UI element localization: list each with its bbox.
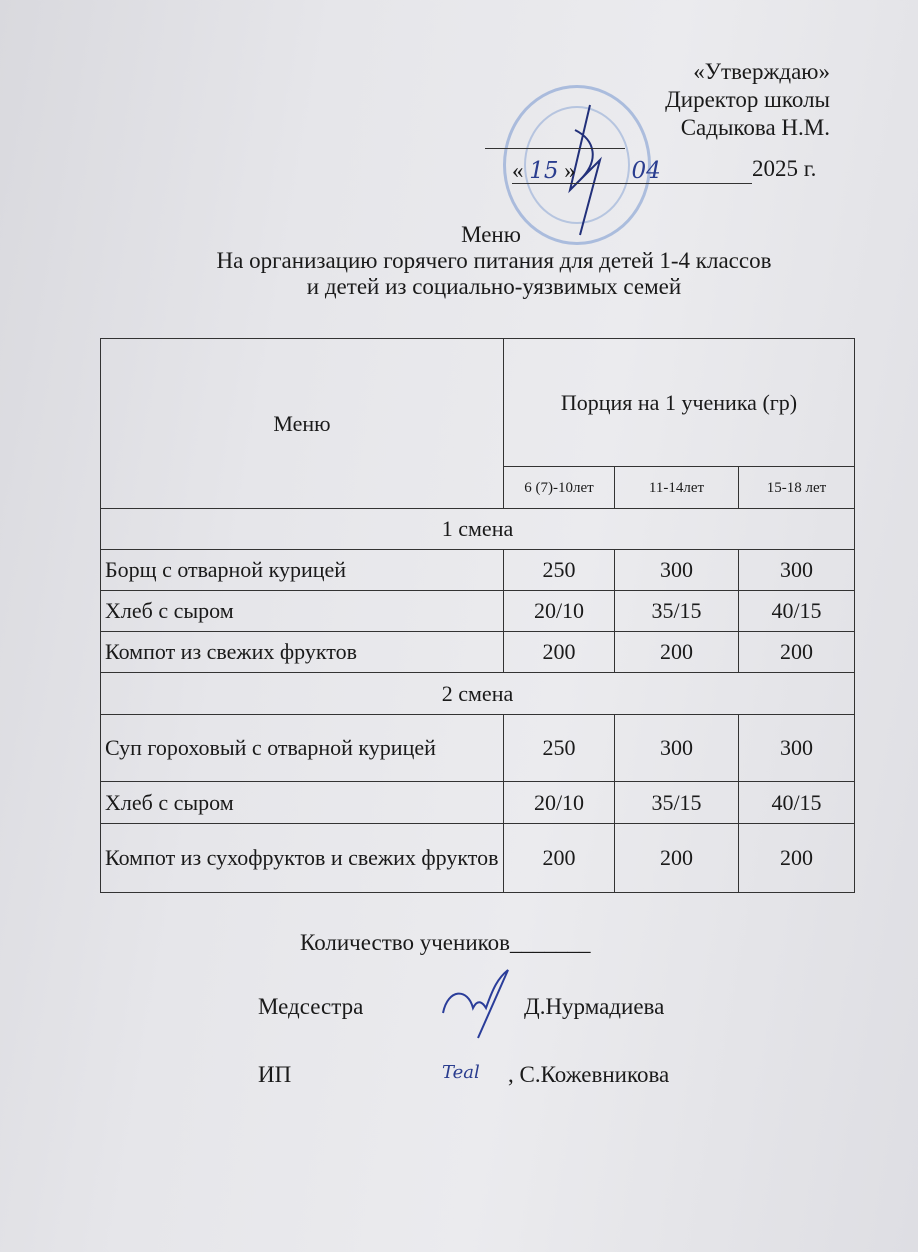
approve-text: «Утверждаю» bbox=[693, 59, 830, 84]
portion: 200 bbox=[504, 824, 615, 893]
nurse-label: Медсестра bbox=[258, 994, 364, 1019]
quote-open: « bbox=[512, 158, 524, 183]
portion: 40/15 bbox=[739, 591, 855, 632]
dish: Хлеб с сыром bbox=[101, 782, 504, 824]
portion: 40/15 bbox=[739, 782, 855, 824]
age-group: 6 (7)-10лет bbox=[504, 467, 615, 509]
header-portion: Порция на 1 ученика (гр) bbox=[504, 339, 855, 467]
portion: 250 bbox=[504, 550, 615, 591]
table-row bbox=[101, 715, 855, 782]
portion: 35/15 bbox=[615, 591, 739, 632]
portion: 300 bbox=[615, 550, 739, 591]
portion: 200 bbox=[739, 824, 855, 893]
portion: 250 bbox=[504, 715, 615, 782]
director-name: Садыкова Н.М. bbox=[680, 115, 830, 140]
portion: 200 bbox=[615, 824, 739, 893]
ip-name: , С.Кожевникова bbox=[508, 1062, 670, 1087]
header-menu: Меню bbox=[101, 339, 504, 509]
ip-label: ИП bbox=[258, 1062, 292, 1087]
table-row bbox=[101, 824, 855, 893]
section-title: 1 смена bbox=[101, 509, 855, 550]
age-group: 11-14лет bbox=[615, 467, 739, 509]
quote-close: » bbox=[564, 158, 576, 183]
doc-subtitle-2: и детей из социально-уязвимых семей bbox=[306, 274, 682, 299]
table-row bbox=[101, 591, 855, 632]
portion: 300 bbox=[739, 715, 855, 782]
doc-title: Меню bbox=[461, 222, 521, 247]
section-title: 2 смена bbox=[101, 673, 855, 715]
portion: 300 bbox=[615, 715, 739, 782]
nurse-signature bbox=[438, 968, 518, 1040]
dish: Хлеб с сыром bbox=[101, 591, 504, 632]
portion: 20/10 bbox=[504, 782, 615, 824]
portion: 200 bbox=[504, 632, 615, 673]
approval-block bbox=[665, 58, 830, 142]
date-year: 2025 г. bbox=[752, 156, 817, 181]
portion: 35/15 bbox=[615, 782, 739, 824]
nurse-name: Д.Нурмадиева bbox=[524, 994, 665, 1019]
menu-table bbox=[100, 338, 855, 893]
date-day: 15 bbox=[529, 158, 559, 184]
portion: 20/10 bbox=[504, 591, 615, 632]
portion: 200 bbox=[615, 632, 739, 673]
approval-date bbox=[512, 158, 752, 184]
director-position: Директор школы bbox=[665, 87, 830, 112]
signature-line bbox=[485, 148, 625, 149]
table-row bbox=[101, 632, 855, 673]
age-group: 15-18 лет bbox=[739, 467, 855, 509]
table-row bbox=[101, 550, 855, 591]
ip-signature: Teal bbox=[442, 1062, 480, 1083]
portion: 300 bbox=[739, 550, 855, 591]
dish: Компот из свежих фруктов bbox=[101, 632, 504, 673]
students-count: Количество учеников_______ bbox=[300, 930, 591, 955]
date-month: 04 bbox=[631, 158, 661, 184]
portion: 200 bbox=[739, 632, 855, 673]
table-row bbox=[101, 782, 855, 824]
dish: Компот из сухофруктов и свежих фруктов bbox=[101, 824, 504, 893]
doc-subtitle-1: На организацию горячего питания для детей 1-4 классов bbox=[216, 248, 772, 273]
dish: Борщ с отварной курицей bbox=[101, 550, 504, 591]
dish: Суп гороховый с отварной курицей bbox=[101, 715, 504, 782]
